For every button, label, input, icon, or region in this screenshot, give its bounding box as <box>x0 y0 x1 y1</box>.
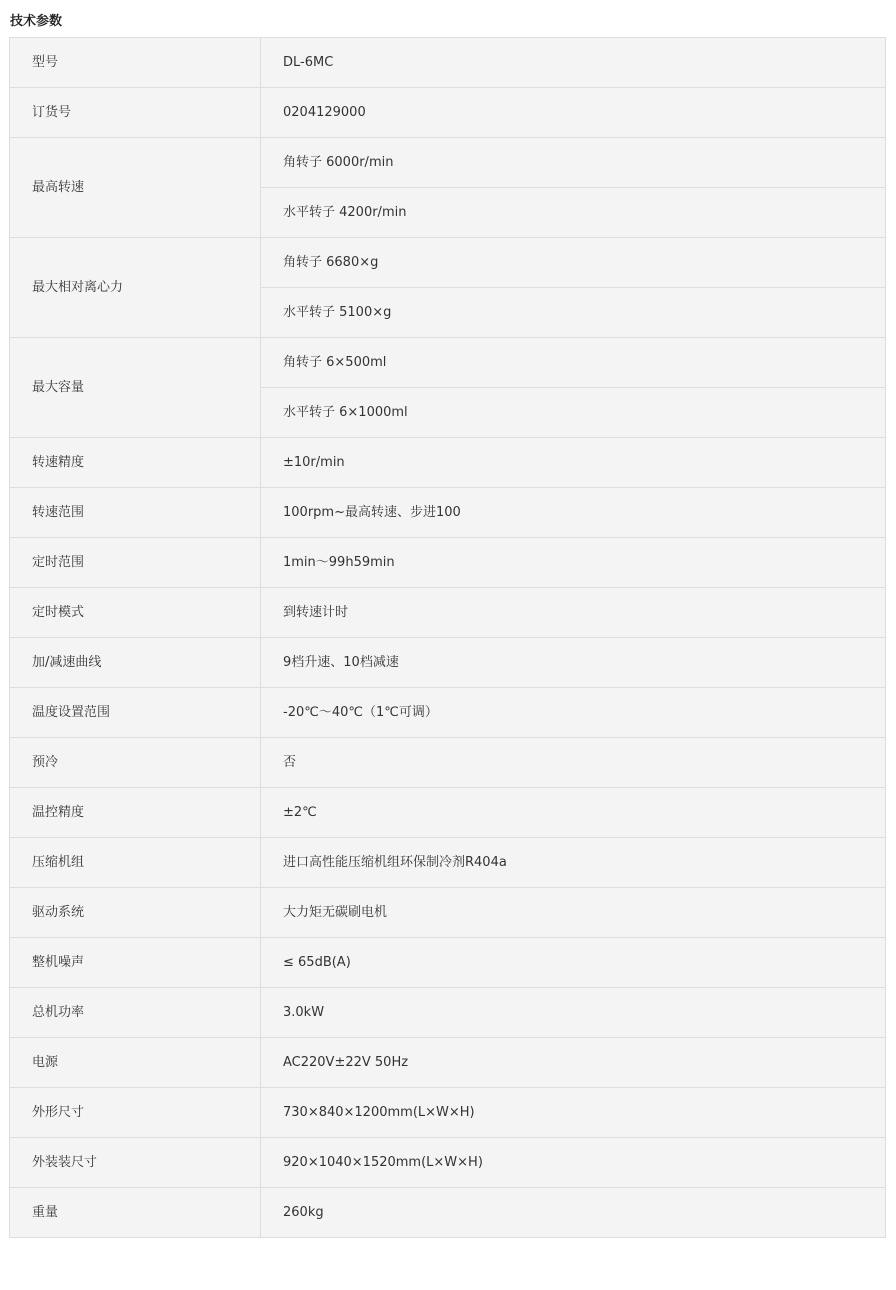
spec-label: 最大相对离心力 <box>10 238 261 338</box>
spec-value: 角转子 6×500ml <box>261 338 886 388</box>
table-row <box>10 438 886 488</box>
spec-label: 预冷 <box>10 738 261 788</box>
spec-label: 外形尺寸 <box>10 1088 261 1138</box>
spec-label: 温度设置范围 <box>10 688 261 738</box>
page-title: 技术参数 <box>10 14 63 29</box>
spec-value: 3.0kW <box>261 988 886 1038</box>
spec-value: 进口高性能压缩机组环保制冷剂R404a <box>261 838 886 888</box>
spec-label: 加/减速曲线 <box>10 638 261 688</box>
spec-value: 1min～99h59min <box>261 538 886 588</box>
table-row <box>10 488 886 538</box>
table-row <box>10 1088 886 1138</box>
spec-value: 角转子 6680×g <box>261 238 886 288</box>
spec-value: ≤ 65dB(A) <box>261 938 886 988</box>
table-row <box>10 338 886 388</box>
table-row <box>10 538 886 588</box>
table-row <box>10 588 886 638</box>
spec-label: 最高转速 <box>10 138 261 238</box>
table-row <box>10 938 886 988</box>
spec-value: 260kg <box>261 1188 886 1238</box>
table-row <box>10 38 886 88</box>
spec-label: 外装装尺寸 <box>10 1138 261 1188</box>
spec-value: ±10r/min <box>261 438 886 488</box>
spec-label: 重量 <box>10 1188 261 1238</box>
table-row <box>10 738 886 788</box>
spec-label: 转速精度 <box>10 438 261 488</box>
spec-value: 920×1040×1520mm(L×W×H) <box>261 1138 886 1188</box>
spec-label: 最大容量 <box>10 338 261 438</box>
table-row <box>10 138 886 188</box>
spec-label: 定时模式 <box>10 588 261 638</box>
spec-label: 电源 <box>10 1038 261 1088</box>
spec-value: DL-6MC <box>261 38 886 88</box>
spec-value: ±2℃ <box>261 788 886 838</box>
spec-value: 到转速计时 <box>261 588 886 638</box>
table-row <box>10 688 886 738</box>
spec-value: 水平转子 5100×g <box>261 288 886 338</box>
table-row <box>10 1188 886 1238</box>
spec-label: 订货号 <box>10 88 261 138</box>
table-row <box>10 888 886 938</box>
table-row <box>10 638 886 688</box>
spec-value: -20℃～40℃（1℃可调） <box>261 688 886 738</box>
spec-label: 总机功率 <box>10 988 261 1038</box>
spec-value: 否 <box>261 738 886 788</box>
spec-table-body <box>10 38 886 1238</box>
table-row <box>10 88 886 138</box>
spec-value: AC220V±22V 50Hz <box>261 1038 886 1088</box>
spec-value: 大力矩无碳刷电机 <box>261 888 886 938</box>
spec-value: 9档升速、10档减速 <box>261 638 886 688</box>
table-row <box>10 1038 886 1088</box>
table-row <box>10 788 886 838</box>
spec-value: 0204129000 <box>261 88 886 138</box>
spec-value: 水平转子 6×1000ml <box>261 388 886 438</box>
spec-value: 水平转子 4200r/min <box>261 188 886 238</box>
spec-label: 温控精度 <box>10 788 261 838</box>
spec-label: 驱动系统 <box>10 888 261 938</box>
spec-value: 100rpm~最高转速、步进100 <box>261 488 886 538</box>
table-row <box>10 238 886 288</box>
spec-value: 730×840×1200mm(L×W×H) <box>261 1088 886 1138</box>
table-row <box>10 838 886 888</box>
spec-label: 型号 <box>10 38 261 88</box>
spec-label: 定时范围 <box>10 538 261 588</box>
spec-label: 压缩机组 <box>10 838 261 888</box>
table-row <box>10 988 886 1038</box>
table-row <box>10 1138 886 1188</box>
spec-label: 转速范围 <box>10 488 261 538</box>
spec-value: 角转子 6000r/min <box>261 138 886 188</box>
spec-table <box>9 37 886 1238</box>
spec-label: 整机噪声 <box>10 938 261 988</box>
